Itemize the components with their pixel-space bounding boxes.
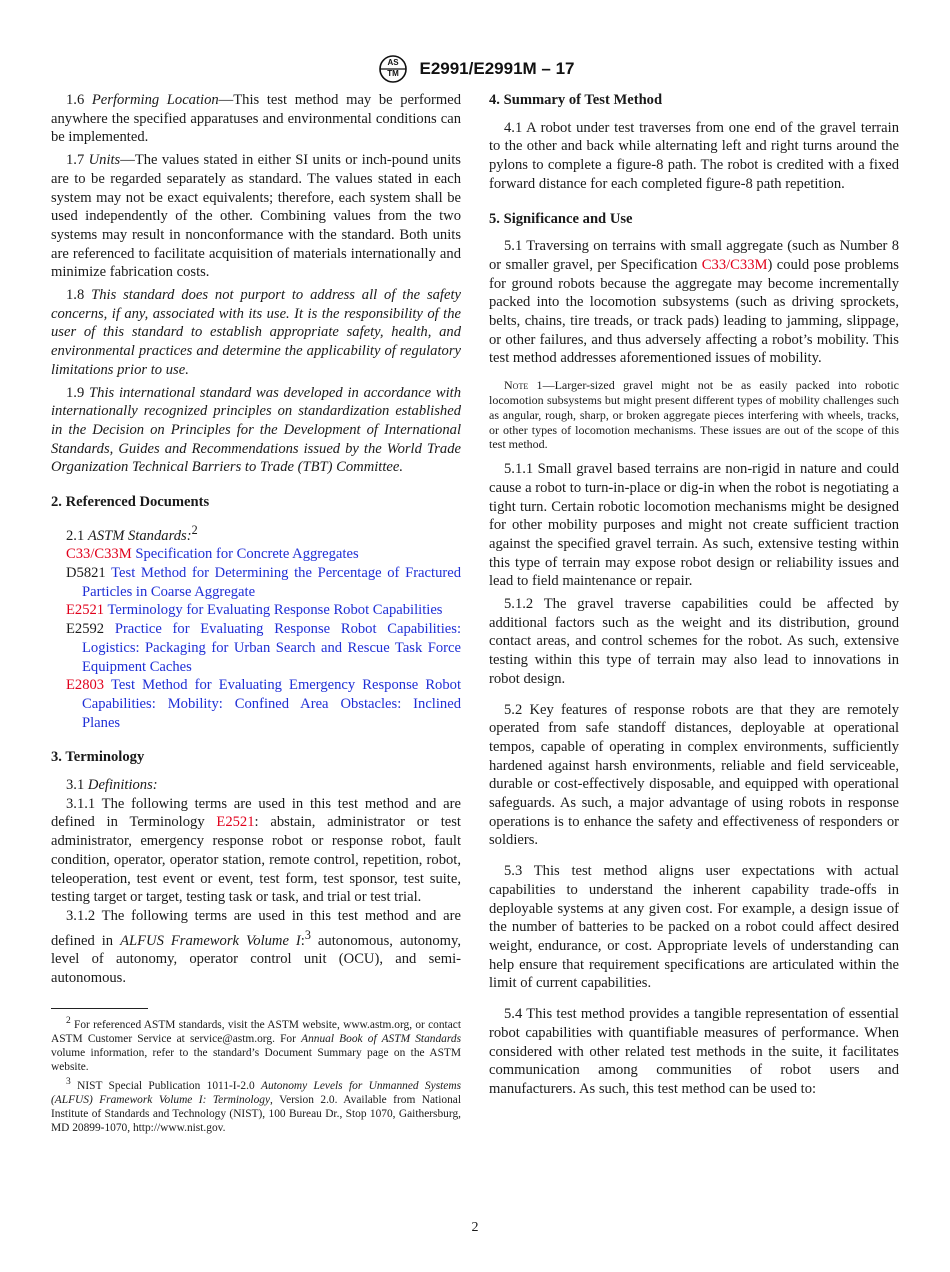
paragraph-5-1-1: 5.1.1 Small gravel based terrains are non-rigid in nature and could cause a robot to turn-in-place or dig-in when the robot is negotiating a tight turn. Certain robotic locomotion mechanisms might be designed for other mobility purposes and might not create sufficient traction against the specified gravel terrain. As such, extensive testing within this type of terrain may expose robot design or reliability issues and lead to field maintenance or repair. <box>489 461 899 590</box>
paragraph-5-3: 5.3 This test method aligns user expectations with actual capabilities to understand the inherent capability trade-offs in deployable systems at any given cost. For example, a design issue of the number of batteries to be packed on a robot could affect desired weight, endurance, or cost. Appropriate levels of understanding can help ensure that requirement specifications are articulated within the limit of current capabilities. <box>489 863 899 992</box>
page-header <box>0 54 950 84</box>
paragraph-1-9: 1.9 This international standard was developed in accordance with internationally recognized principles on standardization established in the Decision on Principles for the Development of International Standards, Guides and Recommendations issued by the World Trade Organization Technical Barriers to Trade (TBT) Committee. <box>51 384 462 476</box>
terminology-link[interactable]: E2521 <box>216 814 255 831</box>
left-column <box>51 91 461 1136</box>
section-2-heading: 2. Referenced Documents <box>51 494 210 511</box>
svg-text:AS: AS <box>387 58 400 67</box>
paragraph-5-4: 5.4 This test method provides a tangible representation of essential robot capabilities with quantifiable measures of performance. When considered with other related test methods in the suite, it facilitates communication among communities of robot users and manufacturers. As such, this test method can be used to: <box>489 1006 899 1097</box>
paragraph-3-1-2: 3.1.2 The following terms are used in this test method and are defined in ALFUS Framework Volume I:$^3$ autonomous, autonomy, level of autonomy, operator control unit (OCU), and semi-autonomous. <box>51 907 461 986</box>
reference-item[interactable]: E2803 Test Method for Evaluating Emergency Response Robot Capabilities: Mobility: Confined Area Obstacles: Inclined Planes <box>66 677 461 731</box>
specification-link[interactable]: C33/C33M <box>701 256 768 273</box>
note-1: Note 1—Larger-sized gravel might not be as easily packed into robotic locomotion subsystems but might present different types of mobility challenges such as angular, rough, sharp, or broken aggregate pieces interfering with wheels, tracks, or other types of locomotion mechanisms. These issues are out of the scope of this test method. <box>489 378 900 452</box>
footnote-2: $^2$ For referenced ASTM standards, visit the ASTM website, www.astm.org, or contact ASTM Customer Service at service@astm.org. For Annual Book of ASTM Standards volume information, refer to the standard’s Document Summary page on the ASTM website. <box>51 1015 462 1074</box>
standard-designation: E2991/E2991M – 17 <box>419 59 575 78</box>
paragraph-2-1: 2.1 ASTM Standards:$^2$ <box>66 522 198 544</box>
section-4-heading: 4. Summary of Test Method <box>489 92 663 108</box>
paragraph-4-1: 4.1 A robot under test traverses from one end of the gravel terrain to the other and back while alternating left and right turns around the pylons to complete a figure-8 path. The robot is credited with a fixed forward distance for each completed figure-8 path repetition. <box>489 119 899 192</box>
paragraph-1-6: 1.6 Performing Location—This test method may be performed anywhere the specified apparatuses and environmental conditions can be implemented. <box>51 92 461 146</box>
paragraph-1-8: 1.8 This standard does not purport to address all of the safety concerns, if any, associated with its use. It is the responsibility of the user of this standard to establish appropriate safety, health, and environmental practices and determine the applicability of regulatory limitations prior to use. <box>51 287 461 378</box>
paragraph-5-1-2: 5.1.2 The gravel traverse capabilities could be affected by additional factors such as the weight and its distribution, ground contact areas, and control schemes for the robot. As such, extensive testing within this type of terrain may also lead to innovations in robot design. <box>489 596 899 687</box>
right-column <box>489 91 899 1099</box>
paragraph-5-1: 5.1 Traversing on terrains with small aggregate (such as Number 8 or smaller gravel, per Specification C33/C33M) could pose problems for ground robots because the aggregate may become incrementally packed into the locomotion subsystems (such as driving sprockets, belts, chains, tire treads, or track pads) leading to jamming, slippage, or other failures, and thus adversely affecting a robot’s mobility. This test method addresses aforementioned issues of mobility. <box>489 238 899 367</box>
section-5-heading: 5. Significance and Use <box>489 210 633 227</box>
page-number: 2 <box>471 1220 479 1235</box>
paragraph-3-1: 3.1 Definitions: <box>66 777 158 794</box>
svg-text:TM: TM <box>387 69 400 78</box>
footnote-divider <box>51 1008 148 1009</box>
paragraph-3-1-1: 3.1.1 The following terms are used in this test method and are defined in Terminology E2521: abstain, administrator or test administrator, emergency response robot or response robot, fault condition, operator, operator station, remote control, repetition, robot, teleoperation, test event or event, test form, test sponsor, test suite, testing target or target, testing task or task, and trial or test trial. <box>51 795 461 906</box>
reference-item[interactable]: E2592 Practice for Evaluating Response Robot Capabilities: Logistics: Packaging for Urban Search and Rescue Task Force Equipment Caches <box>66 621 461 675</box>
reference-item[interactable]: C33/C33M Specification for Concrete Aggregates <box>66 546 359 563</box>
paragraph-5-2: 5.2 Key features of response robots are that they are remotely operated from safe standoff distances, deployable at operational tempos, capable of operating in complex environments, sufficiently hardened against harsh environments, reliable and field serviceable, durable or cost-effectively disposable, and equipped with operational safeguards. As such, a major advantage of using robots in response operations is to enhance the safety and effectiveness of responders or soldiers. <box>489 701 899 849</box>
reference-item[interactable]: E2521 Terminology for Evaluating Response Robot Capabilities <box>66 602 443 619</box>
astm-logo-icon <box>375 54 411 84</box>
footnote-3: $^3$ NIST Special Publication 1011-I-2.0 Autonomy Levels for Unmanned Systems (ALFUS) Framework Volume I: Terminology, Version 2.0. Available from National Institute of Standards and Technology (NIST), 100 Bureau Dr., Stop 1070, Gaithersburg, MD 20899-1070, http://www.nist.gov. <box>51 1076 461 1135</box>
paragraph-1-7: 1.7 Units—The values stated in either SI units or inch-pound units are to be regarded separately as standard. The values stated in each system may not be exact equivalents; therefore, each system shall be used independently of the other. Combining values from the two systems may result in nonconformance with the standard. Both units are referenced to facilitate acquisition of materials internationally and minimize fabrication costs. <box>51 152 461 281</box>
section-3-heading: 3. Terminology <box>51 749 145 766</box>
reference-item[interactable]: D5821 Test Method for Determining the Percentage of Fractured Particles in Coarse Aggregate <box>66 565 461 600</box>
